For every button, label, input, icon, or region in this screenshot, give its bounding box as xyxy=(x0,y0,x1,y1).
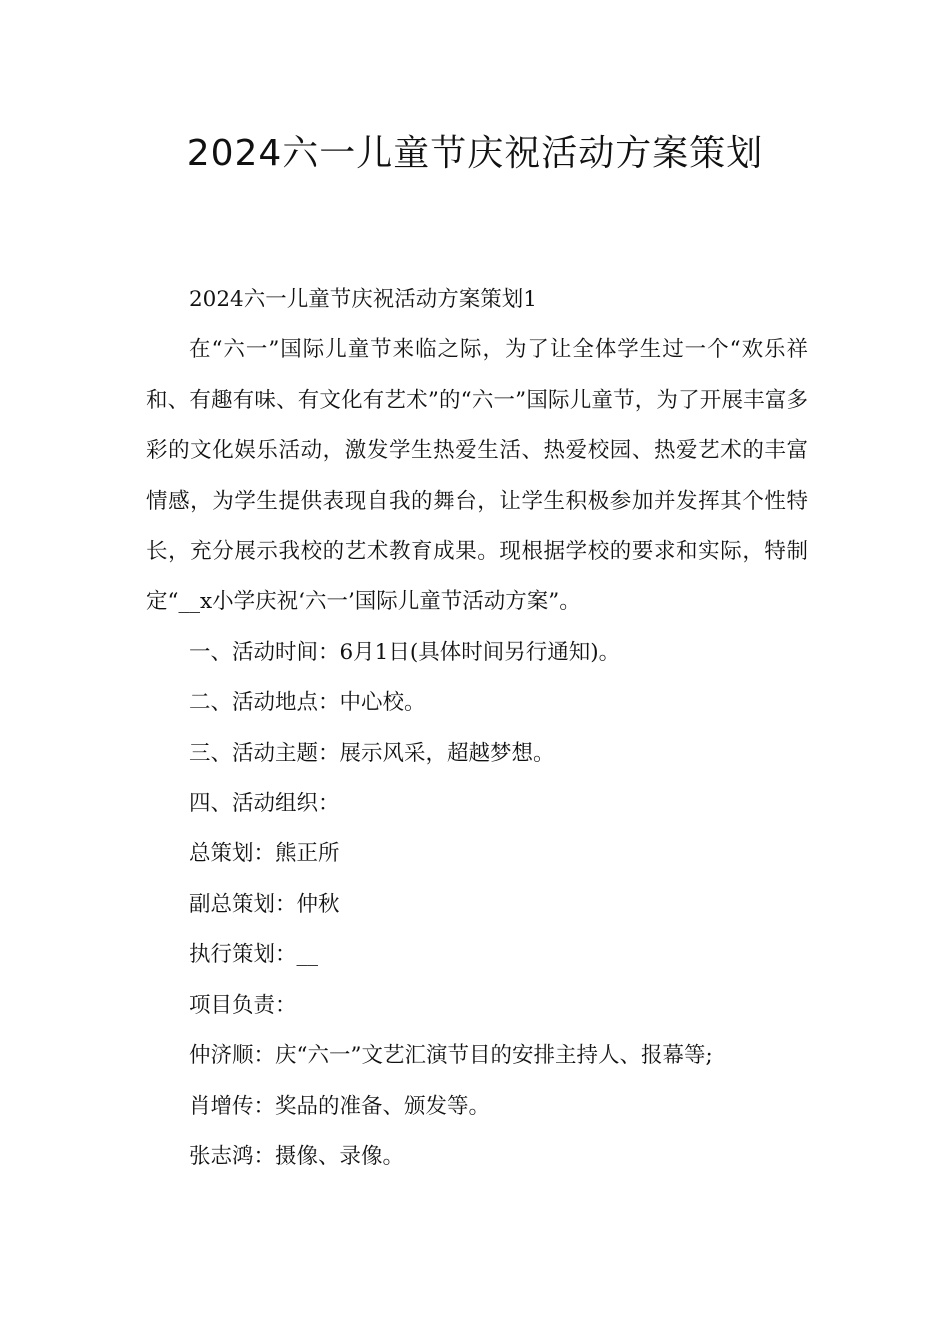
activity-organization: 四、活动组织： xyxy=(189,791,340,817)
section-heading: 2024六一儿童节庆祝活动方案策划1 xyxy=(189,287,537,312)
project-lead-item: 仲济顺：庆“六一”文艺汇演节目的安排主持人、报幕等; xyxy=(189,1043,713,1069)
activity-location: 二、活动地点：中心校。 xyxy=(189,690,426,716)
chief-planner: 总策划：熊正所 xyxy=(189,841,340,867)
document-body xyxy=(146,275,808,1182)
project-lead-item: 肖增传：奖品的准备、颁发等。 xyxy=(189,1093,491,1119)
deputy-planner: 副总策划：仲秋 xyxy=(189,891,340,917)
project-leads-heading: 项目负责： xyxy=(189,992,297,1018)
executive-planner: 执行策划：__ xyxy=(189,942,319,968)
project-lead-item: 张志鸿：摄像、录像。 xyxy=(189,1143,405,1169)
document-title: 2024六一儿童节庆祝活动方案策划 xyxy=(186,133,764,174)
intro-paragraph: 在“六一”国际儿童节来临之际，为了让全体学生过一个“欢乐祥和、有趣有味、有文化有艺术”的“六一”国际儿童节，为了开展丰富多彩的文化娱乐活动，激发学生热爱生活、热爱校园、热爱艺术的丰富情感，为学生提供表现自我的舞台，让学生积极参加并发挥其个性特长，充分展示我校的艺术教育成果。现根据学校的要求和实际，特制定“__x小学庆祝‘六一’国际儿童节活动方案”。 xyxy=(146,337,808,615)
activity-time: 一、活动时间：6月1日(具体时间另行通知)。 xyxy=(189,639,621,665)
activity-theme: 三、活动主题：展示风采，超越梦想。 xyxy=(189,740,555,766)
